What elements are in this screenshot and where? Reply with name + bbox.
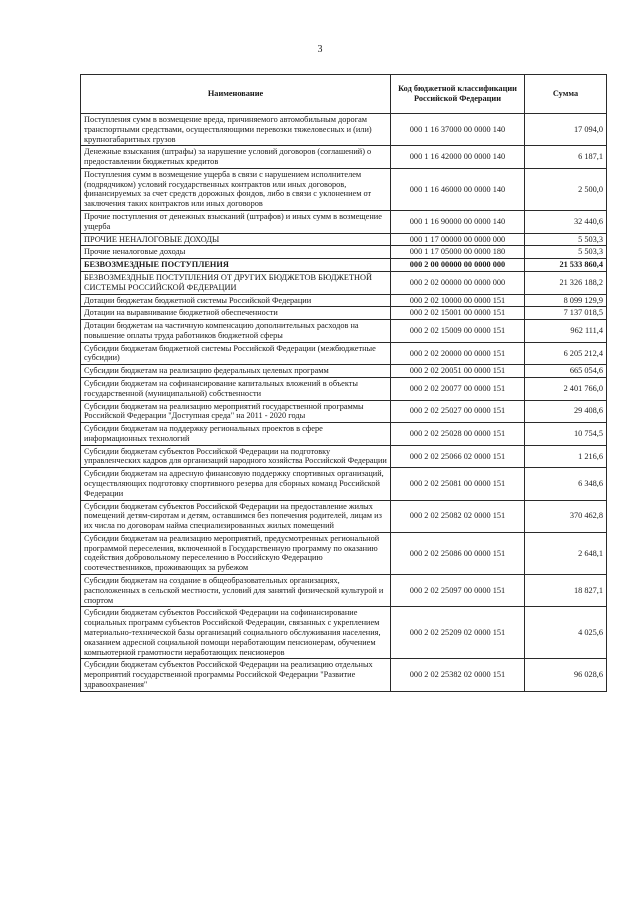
row-sum-cell: 6 348,6 [525,468,607,500]
row-name-cell: Прочие поступления от денежных взысканий (штрафов) и иных сумм в возмещение ущерба [81,211,391,234]
row-sum-cell: 21 326 188,2 [525,271,607,294]
table-header-row [81,75,607,114]
row-sum-cell: 2 401 766,0 [525,377,607,400]
row-code-cell: 000 2 02 00000 00 0000 000 [391,271,525,294]
row-name-cell: Субсидии бюджетам на адресную финансовую поддержку спортивных организаций, осуществляющих подготовку спортивного резерва для сборных команд Российской Федерации [81,468,391,500]
row-sum-cell: 17 094,0 [525,114,607,146]
row-name-cell: Субсидии бюджетам субъектов Российской Федерации на реализацию отдельных мероприятий государственной программы Российской Федерации "Развитие здравоохранения" [81,659,391,691]
row-sum-cell: 10 754,5 [525,423,607,446]
row-sum-cell: 7 137 018,5 [525,307,607,320]
table-body [81,114,607,692]
table-row [81,307,607,320]
row-name-cell: Субсидии бюджетам на реализацию мероприятий государственной программы Российской Федерации "Доступная среда" на 2011 - 2020 годы [81,400,391,423]
row-code-cell: 000 2 00 00000 00 0000 000 [391,259,525,272]
row-name-cell: Дотации на выравнивание бюджетной обеспеченности [81,307,391,320]
row-sum-cell: 370 462,8 [525,500,607,532]
row-name-cell: Субсидии бюджетам субъектов Российской Федерации на предоставление жилых помещений детям-сиротам и детям, оставшимся без попечения родителей, лицам из их числа по договорам найма специализированных жилых помещений [81,500,391,532]
table-row [81,500,607,532]
table-row [81,423,607,446]
row-code-cell: 000 2 02 25066 02 0000 151 [391,445,525,468]
table-row [81,607,607,659]
row-code-cell: 000 1 16 46000 00 0000 140 [391,168,525,210]
table-row [81,342,607,365]
row-code-cell: 000 2 02 25028 00 0000 151 [391,423,525,446]
row-name-cell: Субсидии бюджетам на реализацию федеральных целевых программ [81,365,391,378]
row-sum-cell: 2 500,0 [525,168,607,210]
row-name-cell: ПРОЧИЕ НЕНАЛОГОВЫЕ ДОХОДЫ [81,233,391,246]
table-row [81,365,607,378]
row-sum-cell: 6 205 212,4 [525,342,607,365]
row-code-cell: 000 2 02 15009 00 0000 151 [391,320,525,343]
table-row [81,168,607,210]
row-sum-cell: 5 503,3 [525,246,607,259]
table-row [81,259,607,272]
row-sum-cell: 5 503,3 [525,233,607,246]
table-row [81,377,607,400]
header-code: Код бюджетной классификации Российской Федерации [391,75,525,114]
row-name-cell: Субсидии бюджетам на софинансирование капитальных вложений в объекты государственной (муниципальной) собственности [81,377,391,400]
row-code-cell: 000 2 02 20000 00 0000 151 [391,342,525,365]
row-name-cell: Субсидии бюджетам на реализацию мероприятий, предусмотренных региональной программой переселения, включенной в Государственную программу по оказанию содействия добровольному переселению в Российскую Федерацию соотечественников, проживающих за рубежом [81,532,391,574]
budget-revenue-table [80,74,607,692]
row-code-cell: 000 2 02 25209 02 0000 151 [391,607,525,659]
row-name-cell: Субсидии бюджетам на поддержку региональных проектов в сфере информационных технологий [81,423,391,446]
row-sum-cell: 6 187,1 [525,146,607,169]
row-code-cell: 000 2 02 20051 00 0000 151 [391,365,525,378]
header-name: Наименование [81,75,391,114]
row-name-cell: Поступления сумм в возмещение ущерба в связи с нарушением исполнителем (подрядчиком) условий государственных контрактов или иных договоров, финансируемых за счет средств дорожных фондов, либо в связи с уклонением от заключения таких контрактов или иных договоров [81,168,391,210]
page-number: 3 [317,44,323,55]
row-code-cell: 000 2 02 15001 00 0000 151 [391,307,525,320]
table-row [81,575,607,607]
table-row [81,146,607,169]
row-name-cell: Дотации бюджетам бюджетной системы Российской Федерации [81,294,391,307]
row-code-cell: 000 1 16 90000 00 0000 140 [391,211,525,234]
row-code-cell: 000 2 02 25086 00 0000 151 [391,532,525,574]
row-code-cell: 000 1 16 42000 00 0000 140 [391,146,525,169]
row-name-cell: Дотации бюджетам на частичную компенсацию дополнительных расходов на повышение оплаты труда работников бюджетной сферы [81,320,391,343]
row-name-cell: БЕЗВОЗМЕЗДНЫЕ ПОСТУПЛЕНИЯ ОТ ДРУГИХ БЮДЖЕТОВ БЮДЖЕТНОЙ СИСТЕМЫ РОССИЙСКОЙ ФЕДЕРАЦИИ [81,271,391,294]
row-name-cell: Поступления сумм в возмещение вреда, причиняемого автомобильным дорогам транспортными средствами, осуществляющими перевозки тяжеловесных и (или) крупногабаритных грузов [81,114,391,146]
row-code-cell: 000 2 02 25082 02 0000 151 [391,500,525,532]
row-sum-cell: 4 025,6 [525,607,607,659]
table-row [81,114,607,146]
table-row [81,271,607,294]
row-code-cell: 000 2 02 25097 00 0000 151 [391,575,525,607]
row-code-cell: 000 2 02 25027 00 0000 151 [391,400,525,423]
row-name-cell: Субсидии бюджетам субъектов Российской Федерации на подготовку управленческих кадров для организаций народного хозяйства Российской Федерации [81,445,391,468]
table-row [81,659,607,691]
table-row [81,246,607,259]
row-name-cell: БЕЗВОЗМЕЗДНЫЕ ПОСТУПЛЕНИЯ [81,259,391,272]
table-row [81,445,607,468]
row-sum-cell: 21 533 860,4 [525,259,607,272]
row-sum-cell: 2 648,1 [525,532,607,574]
row-code-cell: 000 1 17 00000 00 0000 000 [391,233,525,246]
row-code-cell: 000 2 02 25382 02 0000 151 [391,659,525,691]
table-row [81,211,607,234]
row-code-cell: 000 2 02 10000 00 0000 151 [391,294,525,307]
row-name-cell: Субсидии бюджетам на создание в общеобразовательных организациях, расположенных в сельской местности, условий для занятий физической культурой и спортом [81,575,391,607]
row-code-cell: 000 2 02 25081 00 0000 151 [391,468,525,500]
row-sum-cell: 8 099 129,9 [525,294,607,307]
row-code-cell: 000 1 17 05000 00 0000 180 [391,246,525,259]
table-row [81,294,607,307]
row-sum-cell: 96 028,6 [525,659,607,691]
row-name-cell: Субсидии бюджетам субъектов Российской Федерации на софинансирование социальных программ субъектов Российской Федерации, связанных с укреплением материально-технической базы организаций социального обслуживания населения, оказанием адресной социальной помощи неработающим пенсионерам, обучением компьютерной грамотности неработающих пенсионеров [81,607,391,659]
row-name-cell: Субсидии бюджетам бюджетной системы Российской Федерации (межбюджетные субсидии) [81,342,391,365]
row-sum-cell: 665 054,6 [525,365,607,378]
row-sum-cell: 32 440,6 [525,211,607,234]
row-sum-cell: 962 111,4 [525,320,607,343]
table-row [81,468,607,500]
table-row [81,233,607,246]
row-name-cell: Денежные взыскания (штрафы) за нарушение условий договоров (соглашений) о предоставлении бюджетных кредитов [81,146,391,169]
table-row [81,400,607,423]
header-sum: Сумма [525,75,607,114]
row-sum-cell: 1 216,6 [525,445,607,468]
row-sum-cell: 29 408,6 [525,400,607,423]
row-sum-cell: 18 827,1 [525,575,607,607]
row-code-cell: 000 2 02 20077 00 0000 151 [391,377,525,400]
table-row [81,320,607,343]
table-row [81,532,607,574]
row-name-cell: Прочие неналоговые доходы [81,246,391,259]
row-code-cell: 000 1 16 37000 00 0000 140 [391,114,525,146]
